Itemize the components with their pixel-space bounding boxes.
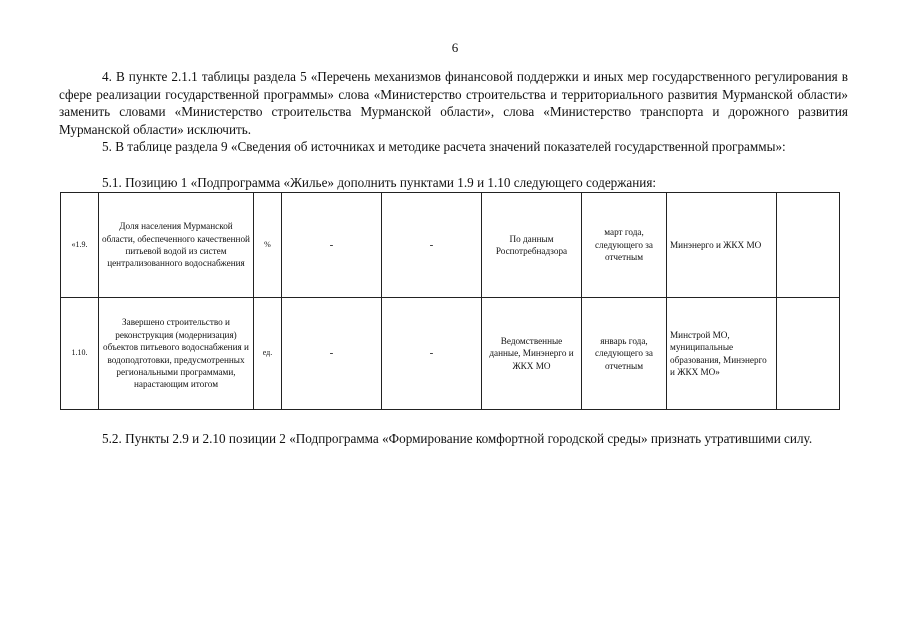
paragraph-5-2: 5.2. Пункты 2.9 и 2.10 позиции 2 «Подпрограмма «Формирование комфортной городской среды» признать утратившими силу. [102, 431, 813, 446]
indicator-name: Завершено строительство и реконструкция (модернизация) объектов питьевого водоснабжения и водоподготовки, предусмотренных региональными программами, нарастающим итогом [99, 298, 254, 410]
responsible-cell: Минстрой МО, муниципальные образования, Минэнерго и ЖКХ МО» [667, 298, 777, 410]
paragraph-5-1: 5.1. Позицию 1 «Подпрограмма «Жилье» дополнить пунктами 1.9 и 1.10 следующего содержания: [102, 175, 657, 190]
indicator-name: Доля населения Мурманской области, обеспеченного качественной питьевой водой из систем централизованного водоснабжения [99, 193, 254, 298]
paragraph-5: 5. В таблице раздела 9 «Сведения об источниках и методике расчета значений показателей государственной программы»: [102, 139, 786, 154]
dash-cell: - [382, 298, 482, 410]
paragraph-4: 4. В пункте 2.1.1 таблицы раздела 5 «Перечень механизмов финансовой поддержки и иных мер государственного регулирования в сфере реализации государственной программы» слова «Министерство строительства и территориального развития Мурманской области» заменить словами «Министерство строительства Мурманской области», слова «Министерство транспорта и дорожного развития Мурманской области» исключить. [59, 69, 848, 137]
empty-cell [777, 193, 840, 298]
row-number: 1.10. [61, 298, 99, 410]
dash-cell: - [282, 193, 382, 298]
source-cell: Ведомственные данные, Минэнерго и ЖКХ МО [482, 298, 582, 410]
timing-cell: март года, следующего за отчетным [582, 193, 667, 298]
empty-cell [777, 298, 840, 410]
row-number: «1.9. [61, 193, 99, 298]
table-row [61, 193, 840, 298]
responsible-cell: Минэнерго и ЖКХ МО [667, 193, 777, 298]
source-cell: По данным Роспотребнадзора [482, 193, 582, 298]
unit-cell: % [254, 193, 282, 298]
page-number: 6 [451, 40, 459, 55]
dash-cell: - [382, 193, 482, 298]
unit-cell: ед. [254, 298, 282, 410]
indicator-table [60, 192, 840, 410]
dash-cell: - [282, 298, 382, 410]
timing-cell: январь года, следующего за отчетным [582, 298, 667, 410]
table-row [61, 298, 840, 410]
